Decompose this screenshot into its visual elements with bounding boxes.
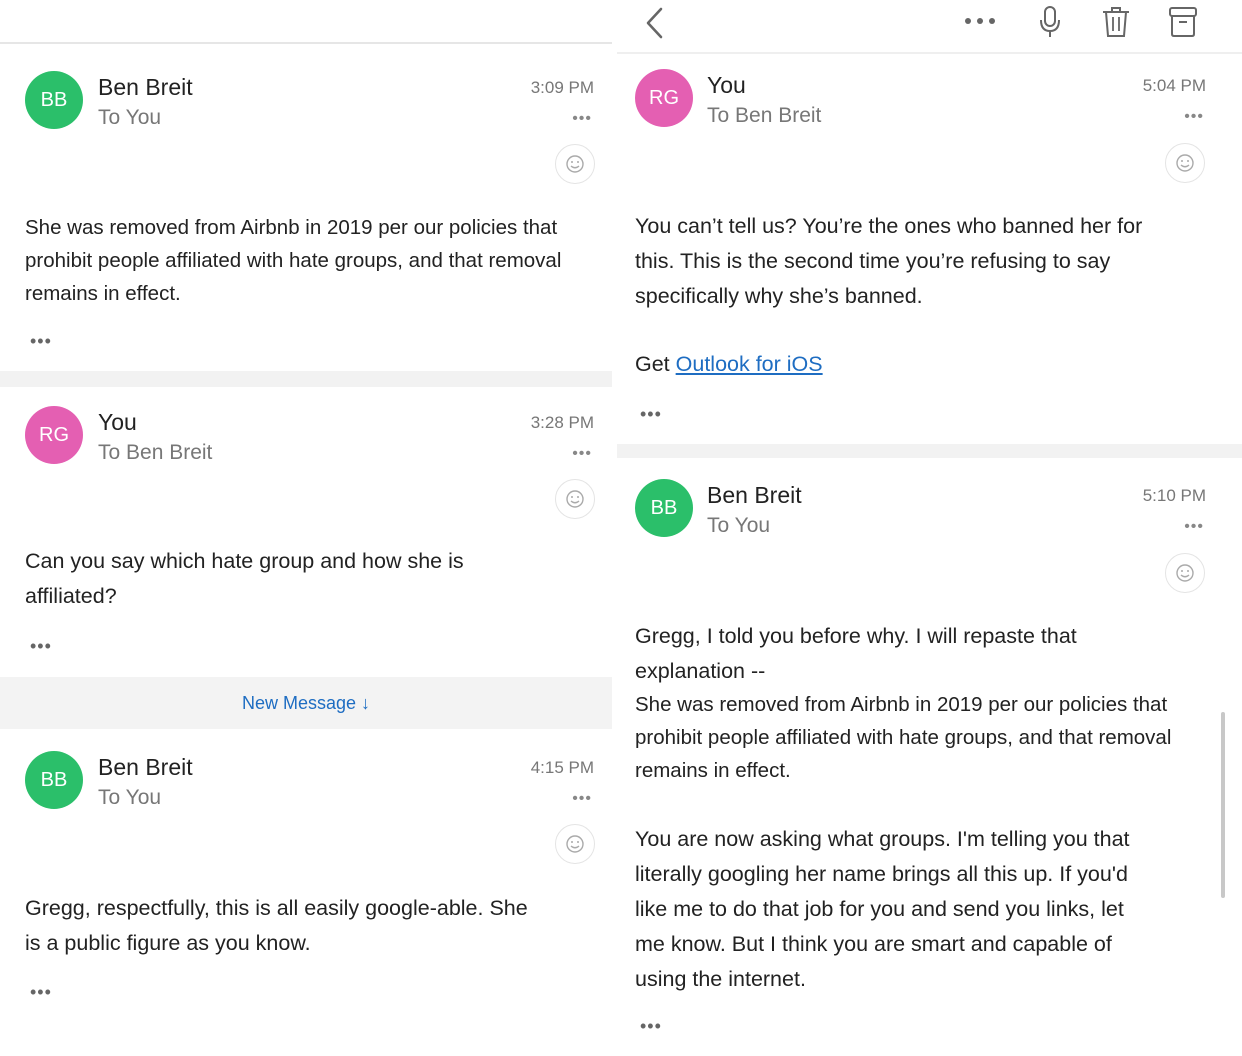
avatar[interactable] (635, 69, 693, 127)
message-body (25, 891, 528, 961)
body-line: She was removed from Airbnb in 2019 per our policies that (25, 216, 558, 239)
body-line: remains in effect. (25, 282, 181, 305)
signature-line (635, 347, 823, 382)
emoji-reaction-icon[interactable] (1165, 553, 1205, 593)
new-message-label: New Message ↓ (241, 692, 371, 713)
back-chevron-icon[interactable] (643, 6, 667, 45)
right-thread-panel (617, 0, 1242, 1056)
more-horizontal-icon[interactable] (963, 14, 997, 33)
avatar[interactable] (25, 406, 83, 464)
body-line: me know. But I think you are smart and capable of (635, 932, 1112, 956)
avatar-initials: BB (40, 88, 68, 111)
body-line: using the internet. (635, 967, 806, 991)
message-options-icon[interactable]: ••• (1184, 108, 1204, 125)
avatar[interactable] (25, 71, 83, 129)
message-body (25, 211, 561, 310)
body-line: Gregg, I told you before why. I will repaste that (635, 624, 1077, 648)
body-line: affiliated? (25, 584, 117, 608)
message-body (635, 209, 1142, 314)
recipient-line: To Ben Breit (707, 104, 822, 127)
signature-prefix: Get (635, 352, 676, 376)
message-body-intro (635, 619, 1077, 689)
show-more-icon[interactable]: ••• (640, 404, 662, 424)
sender-name[interactable]: You (98, 409, 137, 435)
avatar-initials: RG (649, 86, 679, 109)
body-line: is a public figure as you know. (25, 931, 311, 955)
message-options-icon[interactable]: ••• (572, 790, 592, 807)
sender-name[interactable]: Ben Breit (98, 74, 193, 100)
body-line: remains in effect. (635, 759, 791, 782)
message-body (25, 544, 464, 614)
message-time: 5:04 PM (1142, 76, 1206, 95)
recipient-line: To Ben Breit (98, 441, 213, 464)
message-time: 5:10 PM (1142, 486, 1206, 505)
body-line: specifically why she’s banned. (635, 284, 923, 308)
outlook-for-ios-link[interactable]: Outlook for iOS (675, 352, 823, 376)
archive-icon[interactable] (1168, 6, 1198, 43)
body-line: She was removed from Airbnb in 2019 per our policies that (635, 693, 1168, 716)
message-options-icon[interactable]: ••• (1184, 518, 1204, 535)
scrollbar[interactable] (1221, 712, 1225, 898)
message-separator (617, 444, 1242, 458)
avatar-initials: BB (40, 768, 68, 791)
emoji-reaction-icon[interactable] (555, 479, 595, 519)
emoji-reaction-icon[interactable] (555, 144, 595, 184)
avatar[interactable] (635, 479, 693, 537)
trash-icon[interactable] (1101, 5, 1131, 44)
show-more-icon[interactable]: ••• (640, 1016, 662, 1036)
body-line: this. This is the second time you’re refusing to say (635, 249, 1111, 273)
sender-name[interactable]: You (707, 72, 746, 98)
new-message-banner[interactable] (0, 677, 612, 729)
body-line: You are now asking what groups. I'm telling you that (635, 827, 1130, 851)
body-line: prohibit people affiliated with hate groups, and that removal (635, 726, 1172, 749)
message-separator (0, 371, 612, 387)
message-options-icon[interactable]: ••• (572, 445, 592, 462)
message-time: 3:09 PM (530, 78, 594, 97)
toolbar-divider (617, 52, 1242, 54)
show-more-icon[interactable]: ••• (30, 982, 52, 1002)
message-options-icon[interactable]: ••• (572, 110, 592, 127)
top-divider (0, 42, 612, 44)
sender-name[interactable]: Ben Breit (98, 754, 193, 780)
avatar[interactable] (25, 751, 83, 809)
avatar-initials: RG (39, 423, 69, 446)
show-more-icon[interactable]: ••• (30, 636, 52, 656)
left-thread-panel (0, 0, 612, 1056)
recipient-line: To You (707, 514, 771, 537)
body-line: like me to do that job for you and send you links, let (635, 897, 1124, 921)
body-line: Can you say which hate group and how she is (25, 549, 464, 573)
avatar-initials: BB (650, 496, 678, 519)
body-line: explanation -- (635, 659, 766, 683)
body-line: prohibit people affiliated with hate groups, and that removal (25, 249, 562, 272)
body-line: You can’t tell us? You’re the ones who banned her for (635, 214, 1143, 238)
body-line: literally googling her name brings all this up. If you'd (635, 862, 1128, 886)
body-line: Gregg, respectfully, this is all easily google-able. She (25, 896, 528, 920)
emoji-reaction-icon[interactable] (555, 824, 595, 864)
recipient-line: To You (98, 786, 162, 809)
message-body-followup (635, 822, 1130, 997)
message-time: 3:28 PM (530, 413, 594, 432)
recipient-line: To You (98, 106, 162, 129)
quoted-policy-text (635, 688, 1171, 787)
sender-name[interactable]: Ben Breit (707, 482, 802, 508)
message-time: 4:15 PM (530, 758, 594, 777)
emoji-reaction-icon[interactable] (1165, 143, 1205, 183)
show-more-icon[interactable]: ••• (30, 331, 52, 351)
microphone-icon[interactable] (1038, 5, 1062, 44)
